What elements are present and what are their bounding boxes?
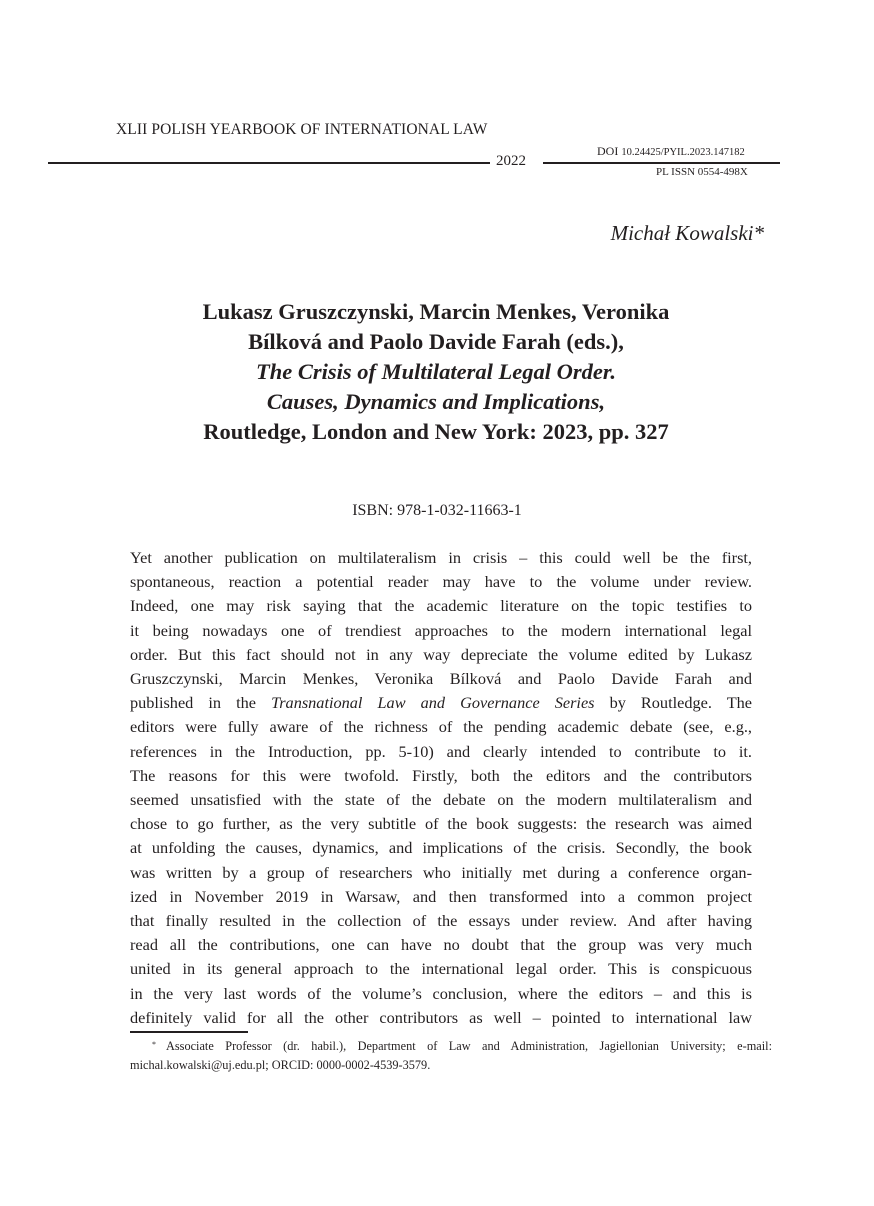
title-line-book-subtitle: Causes, Dynamics and Implications, (266, 389, 606, 414)
review-title (110, 297, 762, 447)
body-line: spontaneous, reaction a potential reader may have to the volume under review. (130, 572, 752, 592)
footnote (130, 1037, 770, 1075)
body-line: editors were fully aware of the richness of the pending academic debate (see, e.g., (130, 717, 752, 737)
isbn: ISBN: 978-1-032-11663-1 (352, 502, 522, 519)
body-line-series (130, 691, 752, 715)
doi-value[interactable]: 10.24425/PYIL.2023.147182 (621, 147, 745, 158)
body-paragraph (130, 546, 752, 1030)
footnote-line (130, 1037, 772, 1056)
footnote-marker: * (152, 1040, 156, 1049)
body-line: references in the Introduction, pp. 5-10) and clearly intended to contribute to it. (130, 741, 752, 761)
title-line: Routledge, London and New York: 2023, pp. 327 (203, 419, 669, 444)
review-author: Michał Kowalski* (610, 221, 764, 245)
header-rule-left (48, 162, 490, 164)
series-title: Transnational Law and Governance Series (271, 693, 595, 713)
footnote-rule (130, 1031, 248, 1033)
body-line: The reasons for this were twofold. Firstly, both the editors and the contributors (130, 765, 752, 785)
body-line: order. But this fact should not in any way depreciate the volume edited by Lukasz (130, 644, 752, 664)
journal-title: XLII POLISH YEARBOOK OF INTERNATIONAL LAW (116, 121, 488, 138)
body-line: that finally resulted in the collection of the essays under review. And after having (130, 911, 752, 931)
body-line: united in its general approach to the international legal order. This is conspicuous (130, 959, 752, 979)
body-line: Yet another publication on multilateralism in crisis – this could well be the first, (130, 548, 752, 567)
body-line: Indeed, one may risk saying that the academic literature on the topic testifies to (130, 596, 752, 616)
body-line: Gruszczynski, Marcin Menkes, Veronika Bílková and Paolo Davide Farah and (130, 669, 752, 689)
body-line: at unfolding the causes, dynamics, and implications of the crisis. Secondly, the book (130, 838, 752, 858)
title-line: Lukasz Gruszczynski, Marcin Menkes, Veronika (202, 299, 670, 324)
footnote-text: Associate Professor (dr. habil.), Department of Law and Administration, Jagiellonian University; e-mail: (166, 1039, 772, 1053)
title-line-book-title: The Crisis of Multilateral Legal Order. (255, 359, 617, 384)
body-line: read all the contributions, one can have no doubt that the group was very much (130, 935, 752, 955)
doi-label: DOI (597, 144, 619, 158)
body-line: it being nowadays one of trendiest approaches to the modern international legal (130, 620, 752, 640)
journal-year: 2022 (496, 153, 526, 169)
doi (597, 144, 745, 159)
body-line: chose to go further, as the very subtitle of the book suggests: the research was aimed (130, 814, 752, 834)
body-text: by Routledge. The (594, 693, 753, 713)
body-line: definitely valid for all the other contributors as well – pointed to international law (130, 1007, 752, 1027)
body-line: was written by a group of researchers who initially met during a conference organ- (130, 862, 752, 882)
body-line: seemed unsatisfied with the state of the debate on the modern multilateralism and (130, 790, 752, 810)
body-text: published in the (130, 693, 272, 713)
body-line: ized in November 2019 in Warsaw, and then transformed into a common project (130, 886, 752, 906)
header-rule-right (543, 162, 780, 164)
body-line: in the very last words of the volume’s conclusion, where the editors – and this is (130, 983, 752, 1003)
footnote-line: michal.kowalski@uj.edu.pl; ORCID: 0000-0002-4539-3579. (130, 1058, 431, 1072)
issn: PL ISSN 0554-498X (656, 166, 748, 178)
title-line: Bílková and Paolo Davide Farah (eds.), (248, 329, 624, 354)
